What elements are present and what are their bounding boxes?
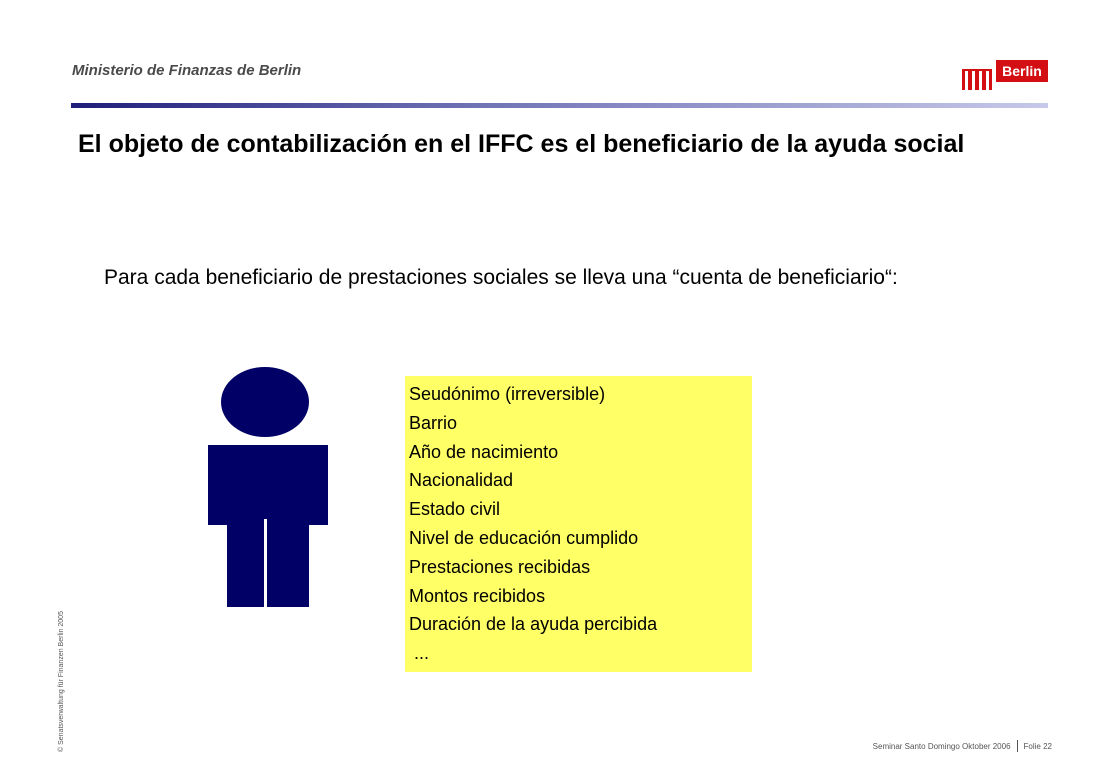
list-item: Duración de la ayuda percibida [409,614,658,635]
person-right-leg [267,522,309,607]
list-item: Estado civil [409,499,501,520]
slide-number: Folie 22 [1023,741,1052,751]
intro-text: Para cada beneficiario de prestaciones sociales se lleva una “cuenta de beneficiario“: [104,266,898,289]
person-body [208,445,328,525]
list-item: Nivel de educación cumplido [409,527,639,548]
list-item: Prestaciones recibidas [409,556,591,577]
footer-event: Seminar Santo Domingo Oktober 2006 [872,741,1011,751]
beneficiary-account-box [405,376,752,672]
footer [873,740,1052,752]
header-divider [71,103,1048,108]
list-item: Barrio [409,412,458,433]
footer-divider [1017,740,1018,752]
person-head [221,367,309,437]
list-item: Año de nacimiento [409,441,559,462]
list-item: ... [409,643,430,664]
list-item: Nacionalidad [409,470,514,491]
person-left-leg [227,522,264,607]
slide-title: El objeto de contabilización en el IFFC es el beneficiario de la ayuda social [78,130,965,158]
ministry-title: Ministerio de Finanzas de Berlin [72,62,302,79]
list-item: Seudónimo (irreversible) [409,384,606,404]
berlin-logo-text: Berlin [996,60,1048,82]
copyright-notice: © Senatsverwaltung für Finanzen Berlin 2005 [58,611,65,752]
person-icon [206,367,330,609]
account-fields-list [405,376,752,668]
list-item: Montos recibidos [409,585,546,606]
